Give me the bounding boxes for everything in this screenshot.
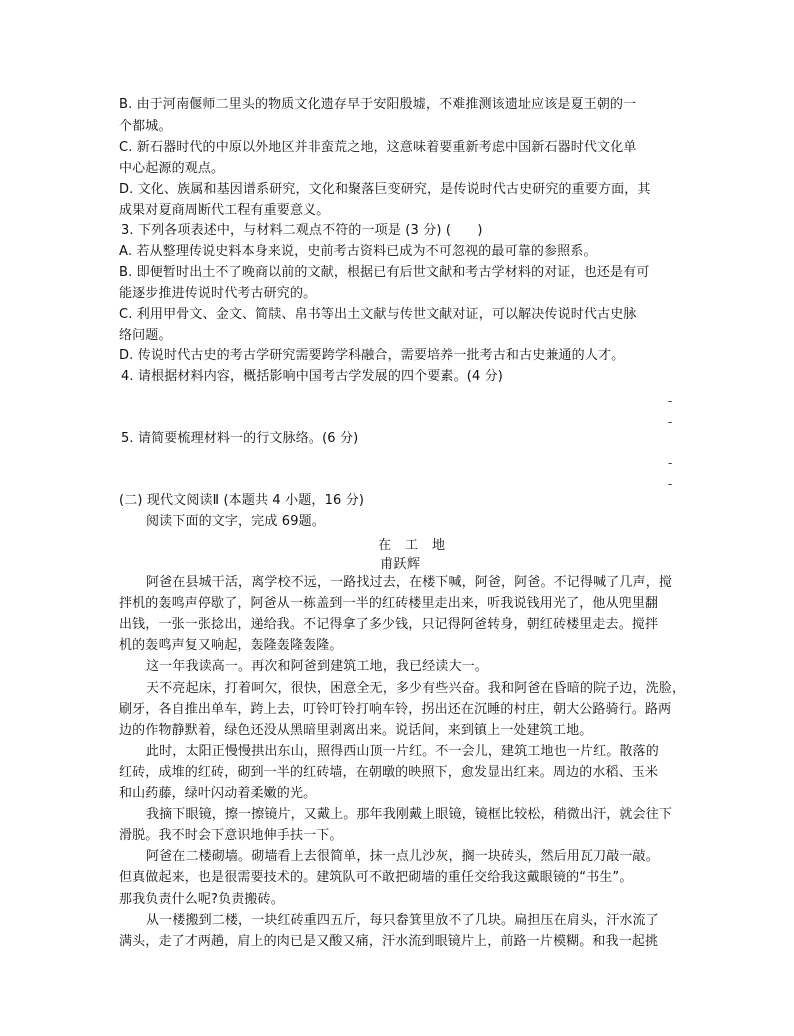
story-line: 阿爸在县城干活，离学校不远，一路找过去，在楼下喊，阿爸，阿爸。不记得喊了几声，搅 (146, 575, 673, 590)
story-line: 但真做起来，也是很需要技术的。建筑队可不敢把砌墙的重任交给我这戴眼镜的“书生”。 (119, 870, 633, 885)
story-author: 甫跃辉 (380, 557, 421, 572)
story-line: 刷牙，各自推出单车，跨上去，叮铃叮铃打响车铃，拐出还在沉睡的村庄，朝大公路骑行。路两 (119, 702, 672, 717)
option-q2-c-line1: C. 新石器时代的中原以外地区并非蛮荒之地，这意味着要重新考虑中国新石器时代文化单 (119, 140, 637, 155)
option-q3-b-line2: 能逐步推进传说时代考古研究的。 (119, 286, 317, 301)
option-q3-d: D. 传说时代古史的考古学研究需要跨学科融合，需要培养一批考古和古史兼通的人才。 (119, 348, 625, 363)
story-line: 此时，太阳正慢慢拱出东山，照得西山顶一片红。不一会儿，建筑工地也一片红。散落的 (146, 744, 659, 759)
question-4: 4. 请根据材料内容，概括影响中国考古学发展的四个要素。(4 分) (121, 369, 504, 384)
answer-dash: - (668, 394, 673, 408)
question-5: 5. 请简要梳理材料一的行文脉络。(6 分) (121, 431, 359, 446)
story-line: 阿爸在二楼砌墙。砌墙看上去很简单，抹一点儿沙灰，搁一块砖头，然后用瓦刀敲一敲。 (146, 849, 659, 864)
story-line: 这一年我读高一。再次和阿爸到建筑工地，我已经读大一。 (146, 659, 488, 674)
story-line: 天不亮起床，打着呵欠，很快，困意全无，多少有些兴奋。我和阿爸在昏暗的院子边，洗脸， (146, 681, 686, 696)
story-line: 出钱，一张一张捻出，递给我。不记得拿了多少钱，只记得阿爸转身，朝红砖楼里走去。搅拌 (119, 617, 659, 632)
answer-dash: - (668, 477, 673, 491)
option-q3-a: A. 若从整理传说史料本身来说，史前考古资料已成为不可忽视的最可靠的参照系。 (119, 244, 597, 259)
option-q2-b-line1: B. 由于河南偃师二里头的物质文化遗存早于安阳殷墟，不难推测该遗址应该是夏王朝的一 (119, 97, 637, 112)
question-3-stem: 3. 下列各项表述中，与材料二观点不符的一项是 (3 分) ( ) (121, 223, 483, 238)
story-line: 从一楼搬到二楼，一块红砖重四五斤，每只畚箕里放不了几块。扁担压在肩头，汗水流了 (146, 913, 659, 928)
option-q2-d-line1: D. 文化、族属和基因谱系研究，文化和聚落巨变研究，是传说时代古史研究的重要方面，其 (119, 182, 651, 197)
answer-dash: - (668, 415, 673, 429)
option-q2-d-line2: 成果对夏商周断代工程有重要意义。 (119, 203, 330, 218)
option-q2-c-line2: 中心起源的观点。 (119, 161, 225, 176)
story-line: 机的轰鸣声复又响起，轰隆轰隆轰隆。 (119, 638, 343, 653)
instruction: 阅读下面的文字，完成 69题。 (146, 514, 325, 529)
section-heading: (二) 现代文阅读Ⅱ (本题共 4 小题，16 分) (119, 493, 365, 508)
story-line: 和山药藤，绿叶闪动着柔嫩的光。 (119, 786, 317, 801)
option-q3-c-line1: C. 利用甲骨文、金文、简牍、帛书等出土文献与传世文献对证，可以解决传说时代古史脉 (119, 307, 637, 322)
story-title: 在 工 地 (378, 538, 446, 553)
story-line: 滑脱。我不时会下意识地伸手扶一下。 (119, 828, 343, 843)
story-line: 红砖，成堆的红砖，砌到一半的红砖墙，在朝暾的映照下，愈发显出红来。周边的水稻、玉米 (119, 765, 659, 780)
option-q3-b-line1: B. 即便暂时出土不了晚商以前的文献，根据已有后世文献和考古学材料的对证，也还是有可 (119, 265, 650, 280)
option-q3-c-line2: 络问题。 (119, 328, 172, 343)
answer-dash: - (668, 456, 673, 470)
story-line: 边的作物静默着，绿色还没从黑暗里剥离出来。说话间，来到镇上一处建筑工地。 (119, 723, 593, 738)
story-line: 满头，走了才两趟，肩上的肉已是又酸又痛，汗水流到眼镜片上，前路一片模糊。和我一起挑 (119, 934, 659, 949)
option-q2-b-line2: 个都城。 (119, 119, 172, 134)
story-line: 拌机的轰鸣声停歇了，阿爸从一栋盖到一半的红砖楼里走出来，听我说钱用光了，他从兜里翻 (119, 596, 659, 611)
story-line: 那我负责什么呢?负责搬砖。 (119, 892, 284, 907)
story-line: 我摘下眼镜，擦一擦镜片，又戴上。那年我刚戴上眼镜，镜框比较松，稍微出汗，就会往下 (146, 807, 673, 822)
